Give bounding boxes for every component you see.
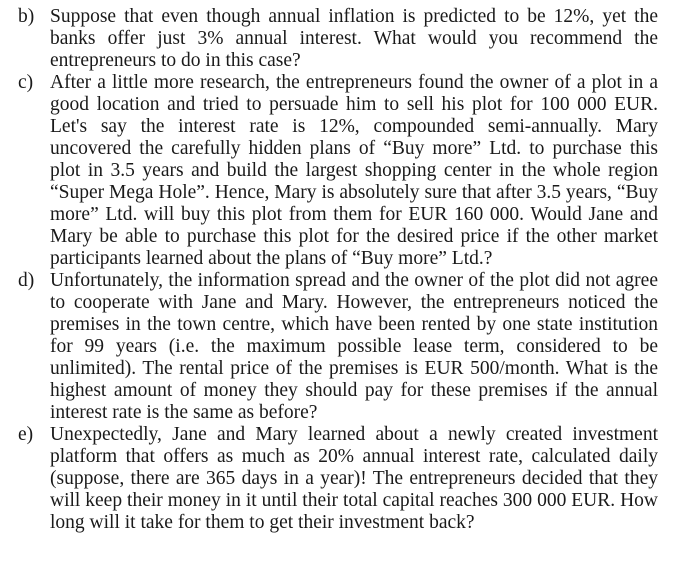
question-text: Unexpectedly, Jane and Mary learned about a newly created investment platform that offers as much as 20% annual interest rate, calculated daily (suppose, there are 365 days in a year)! The entrepreneurs decided that they will keep their money in it until their total capital reaches 300 000 EUR. How long will it take for them to get their investment back? <box>50 424 658 533</box>
question-text: Unfortunately, the information spread and the owner of the plot did not agree to cooperate with Jane and Mary. However, the entrepreneurs noticed the premises in the town centre, which have been rented by one state institution for 99 years (i.e. the maximum possible lease term, considered to be unlimited). The rental price of the premises is EUR 500/month. What is the highest amount of money they should pay for these premises if the annual interest rate is the same as before? <box>50 270 658 423</box>
question-label: e) <box>18 424 34 445</box>
question-label: b) <box>18 6 35 27</box>
question-label: d) <box>18 270 35 291</box>
question-label: c) <box>18 72 34 93</box>
question-text: Suppose that even though annual inflation is predicted to be 12%, yet the banks offer just 3% annual interest. What would you recommend the entrepreneurs to do in this case? <box>50 6 658 71</box>
question-d <box>18 270 658 424</box>
question-c <box>18 72 658 270</box>
question-e <box>18 424 658 534</box>
question-b <box>18 6 658 72</box>
question-text: After a little more research, the entrepreneurs found the owner of a plot in a good location and tried to persuade him to sell his plot for 100 000 EUR. Let's say the interest rate is 12%, compounded semi-annually. Mary uncovered the carefully hidden plans of “Buy more” Ltd. to purchase this plot in 3.5 years and build the largest shopping center in the whole region “Super Mega Hole”. Hence, Mary is absolutely sure that after 3.5 years, “Buy more” Ltd. will buy this plot from them for EUR 160 000. Would Jane and Mary be able to purchase this plot for the desired price if the other market participants learned about the plans of “Buy more” Ltd.? <box>50 72 658 269</box>
